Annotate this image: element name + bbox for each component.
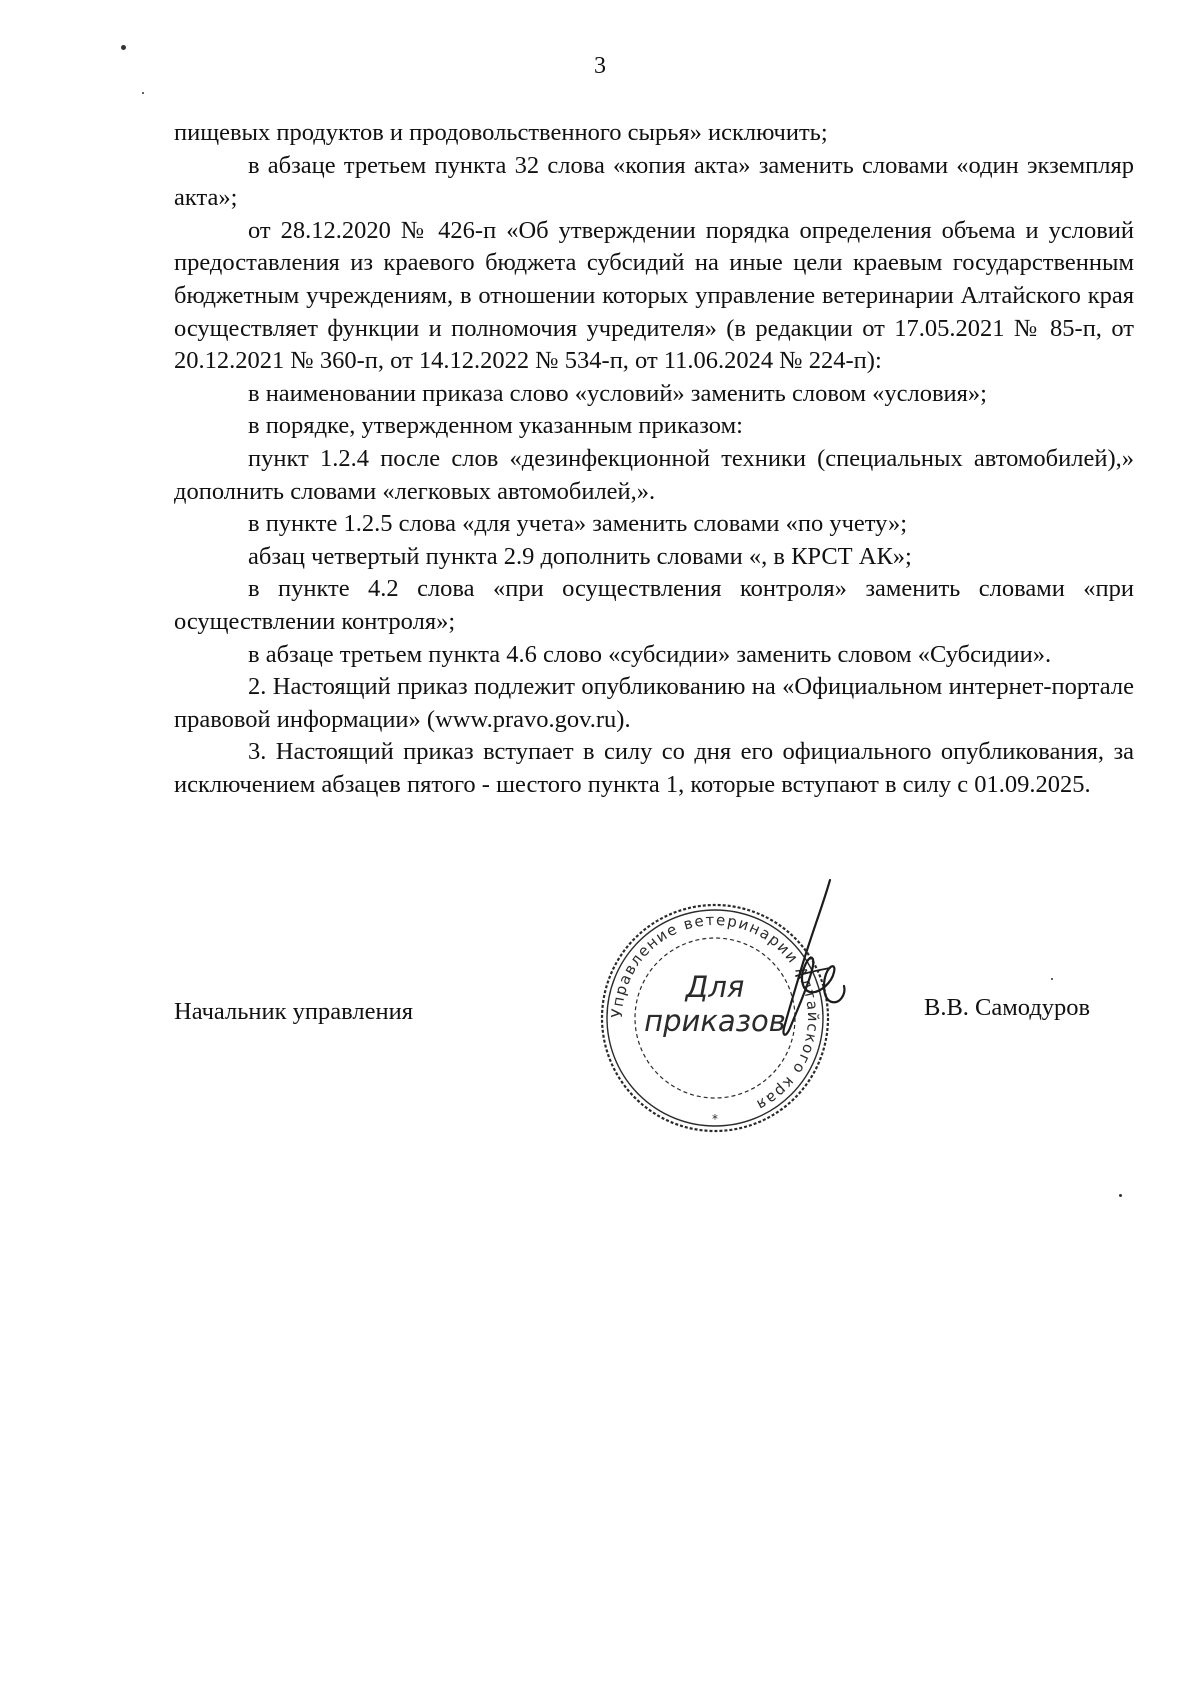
- paragraph-12: 3. Настоящий приказ вступает в силу со дня его официального опубликования, за исключением абзацев пятого - шестого пункта 1, которые вступают в силу с 01.09.2025.: [174, 738, 1134, 798]
- paragraph-7: в пункте 1.2.5 слова «для учета» заменить словами «по учету»;: [248, 510, 908, 538]
- scan-speck: [142, 92, 144, 94]
- stamp-label-line-1: Для: [685, 970, 745, 1004]
- paragraph-2: в абзаце третьем пункта 32 слова «копия акта» заменить словами «один экземпляр акта»;: [174, 151, 1134, 212]
- paragraph-4: в наименовании приказа слово «условий» заменить словом «условия»;: [248, 379, 987, 407]
- scan-speck: [1119, 1194, 1122, 1197]
- handwritten-signature: [760, 878, 850, 1058]
- signer-position: Начальник управления: [174, 998, 413, 1025]
- stamp-label-line-2: приказов: [644, 1004, 786, 1038]
- paragraph-3: от 28.12.2020 № 426-п «Об утверждении порядка определения объема и условий предоставления из краевого бюджета субсидий на иные цели краевым государственным бюджетным учреждениям, в отношении которых управление ветеринарии Алтайского края осуществляет функции и полномочия учредителя» (в редакции от 17.05.2021 № 85-п, от 20.12.2021 № 360-п, от 14.12.2022 № 534-п, от 11.06.2024 № 224-п):: [174, 216, 1134, 375]
- scan-speck: [1051, 978, 1053, 980]
- stamp-ring-text: Управление ветеринарии Алтайского края: [607, 910, 823, 1115]
- document-body: [174, 117, 1134, 801]
- paragraph-6: пункт 1.2.4 после слов «дезинфекционной техники (специальных автомобилей),» дополнить словами «легковых автомобилей,».: [174, 444, 1134, 505]
- page-number: 3: [594, 53, 606, 79]
- paragraph-9: в пункте 4.2 слова «при осуществления контроля» заменить словами «при осуществлении контроля»;: [174, 575, 1134, 635]
- paragraph-1: пищевых продуктов и продовольственного сырья» исключить;: [174, 119, 828, 146]
- signer-name: В.В. Самодуров: [924, 994, 1091, 1021]
- svg-text:*: *: [712, 1112, 718, 1126]
- paragraph-5: в порядке, утвержденном указанным приказом:: [248, 412, 743, 440]
- paragraph-8: абзац четвертый пункта 2.9 дополнить словами «, в КРСТ АК»;: [248, 542, 912, 570]
- scan-speck: [121, 45, 126, 50]
- paragraph-11: 2. Настоящий приказ подлежит опубликованию на «Официальном интернет-портале правовой информации» (www.pravo.gov.ru).: [174, 673, 1134, 733]
- paragraph-10: в абзаце третьем пункта 4.6 слово «субсидии» заменить словом «Субсидии».: [248, 640, 1052, 668]
